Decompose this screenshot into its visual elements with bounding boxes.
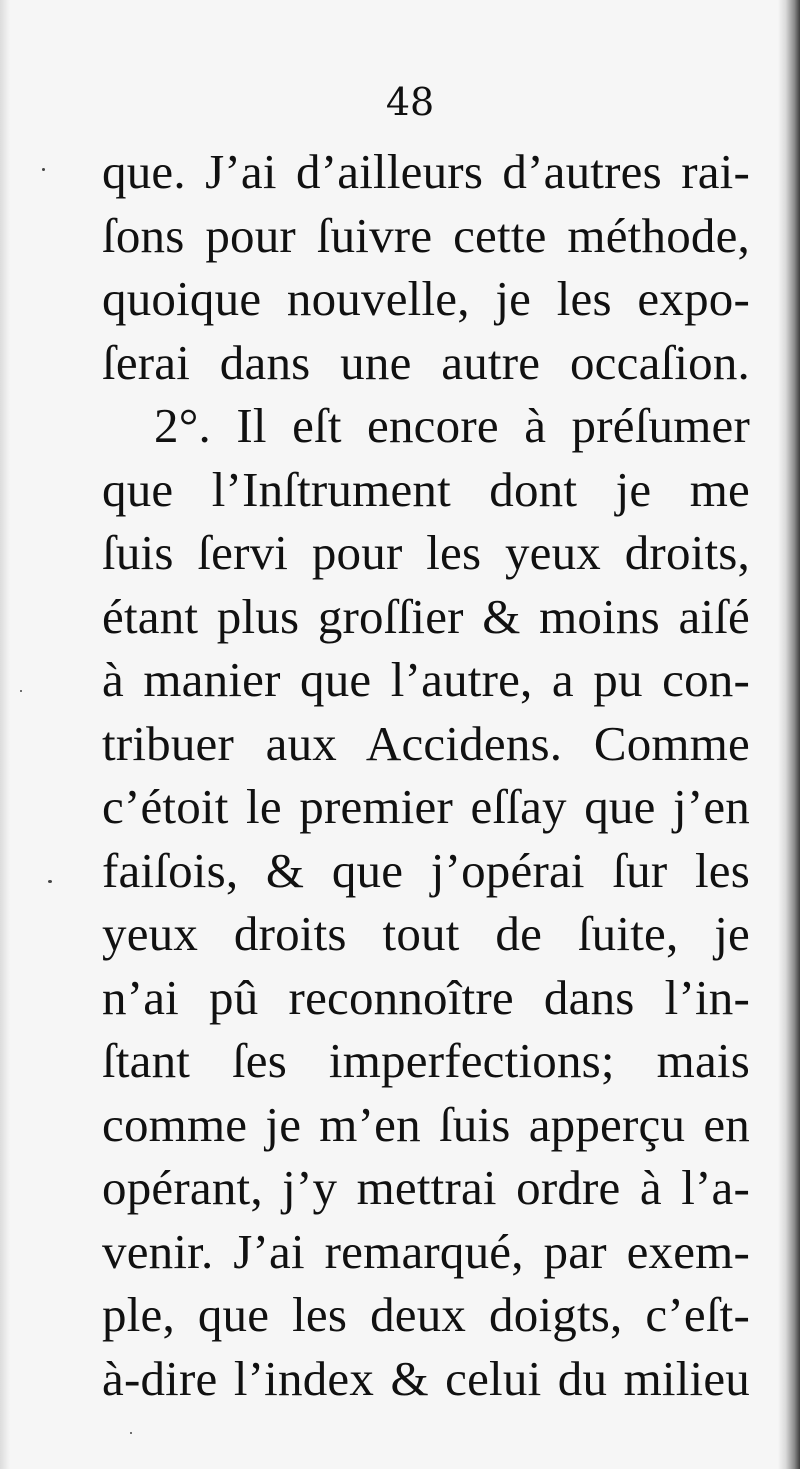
text-line: ſtant ſes imperfections; mais	[102, 1033, 750, 1088]
binding-shadow	[778, 0, 800, 1469]
text-line: quoique nouvelle, je les expo-	[102, 271, 750, 326]
text-line: à-dire l’index & celui du milieu	[102, 1350, 750, 1406]
text-line: n’ai pû reconnoître dans l’in-	[102, 969, 750, 1025]
text-line: que l’Inſtrument dont je me	[102, 461, 750, 517]
text-line: ſuis ſervi pour les yeux droits,	[102, 525, 750, 580]
text-line: yeux droits tout de ſuite, je	[102, 906, 750, 961]
text-line: c’étoit le premier eſſay que j’en	[102, 779, 750, 834]
text-line: 2°. Il eſt encore à préſumer	[154, 398, 750, 453]
text-line: ſons pour ſuivre cette méthode,	[102, 207, 750, 263]
text-line: venir. J’ai remarqué, par exem-	[102, 1223, 750, 1279]
body-text	[102, 140, 750, 1410]
text-line: ſerai dans une autre occaſion.	[102, 334, 750, 390]
text-line: opérant, j’y mettrai ordre à l’a-	[102, 1160, 750, 1215]
text-line: à manier que l’autre, a pu con-	[102, 652, 750, 707]
ink-speck	[42, 168, 45, 171]
text-line: que. J’ai d’ailleurs d’autres rai-	[102, 144, 750, 199]
text-line: faiſois, & que j’opérai ſur les	[102, 842, 750, 898]
text-line: comme je m’en ſuis apperçu en	[102, 1096, 750, 1152]
page-left-edge	[0, 0, 10, 1469]
text-line: ple, que les deux doigts, c’eſt-	[102, 1287, 750, 1342]
ink-speck	[20, 690, 22, 692]
text-line: tribuer aux Accidens. Comme	[102, 715, 750, 771]
text-line: étant plus groſſier & moins aiſé	[102, 588, 750, 644]
ink-speck	[130, 1432, 132, 1434]
ink-speck	[48, 880, 52, 883]
page-number: 48	[385, 80, 435, 124]
